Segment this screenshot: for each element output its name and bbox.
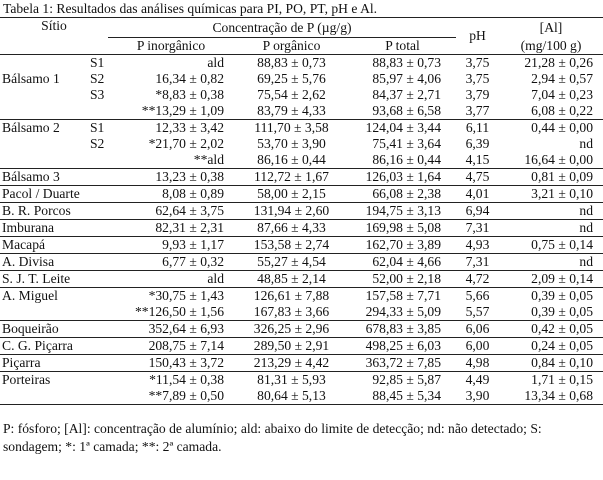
p-organico-cell: 86,16 ± 0,44 (257, 152, 326, 167)
p-inorganico-cell: **126,50 ± 1,56 (134, 304, 224, 319)
al-cell: 0,39 ± 0,05 (531, 304, 593, 319)
table-row (0, 388, 603, 405)
sondagem-cell (88, 338, 108, 355)
site-cell: Macapá (0, 237, 88, 254)
p-inorganico-cell: 62,64 ± 3,75 (108, 203, 234, 220)
table-row (0, 220, 603, 237)
p-organico-cell: 53,70 ± 3,90 (257, 136, 326, 151)
p-organico-cell: 289,50 ± 2,91 (234, 338, 349, 355)
ph-cell: 6,11 (456, 120, 499, 137)
table-row (0, 87, 603, 103)
header-p-total: P total (349, 38, 456, 55)
table-row (0, 186, 603, 203)
table-row (0, 237, 603, 254)
p-organico-cell: 111,70 ± 3,58 (234, 120, 349, 137)
p-organico-cell: 87,66 ± 4,33 (234, 220, 349, 237)
table-row (0, 372, 603, 389)
header-p-organico: P orgânico (234, 38, 349, 55)
site-cell: Bálsamo 2 (0, 120, 88, 137)
site-cell (0, 152, 88, 169)
p-inorganico-cell: **ald (193, 152, 224, 167)
p-organico-cell: 88,83 ± 0,73 (257, 55, 326, 70)
sondagem-cell (88, 203, 108, 220)
p-organico-cell: 126,61 ± 7,88 (234, 288, 349, 305)
p-organico-cell: 167,83 ± 3,66 (253, 304, 330, 319)
p-inorganico-cell: *30,75 ± 1,43 (108, 288, 234, 305)
header-ph: pH (456, 18, 499, 55)
table-row (0, 304, 603, 321)
p-inorganico-cell: 16,34 ± 0,82 (155, 71, 224, 86)
al-cell: 3,21 ± 0,10 (499, 186, 603, 203)
site-cell (0, 87, 88, 103)
p-inorganico-cell: 208,75 ± 7,14 (108, 338, 234, 355)
site-cell (0, 136, 88, 152)
p-organico-cell: 75,54 ± 2,62 (257, 87, 326, 102)
p-inorganico-cell: **7,89 ± 0,50 (108, 388, 234, 405)
sondagem-cell (88, 288, 108, 305)
sondagem-cell: S1 (88, 120, 108, 137)
header-p-inorganico: P inorgânico (108, 38, 234, 55)
ph-cell: 6,94 (456, 203, 499, 220)
p-organico-cell: 131,94 ± 2,60 (234, 203, 349, 220)
al-cell: nd (499, 203, 603, 220)
table-row (0, 288, 603, 305)
site-cell: C. G. Piçarra (0, 338, 88, 355)
ph-cell: 3,79 (465, 87, 490, 102)
ph-cell: 4,01 (456, 186, 499, 203)
table-row (0, 271, 603, 288)
p-total-cell: 194,75 ± 3,13 (349, 203, 456, 220)
sondagem-cell (88, 220, 108, 237)
al-cell: 13,34 ± 0,68 (499, 388, 603, 405)
site-cell: Imburana (0, 220, 88, 237)
site-cell: B. R. Porcos (0, 203, 88, 220)
al-cell: 0,39 ± 0,05 (499, 288, 603, 305)
p-total-cell: 498,25 ± 6,03 (349, 338, 456, 355)
site-cell (0, 103, 88, 120)
table-row (0, 355, 603, 372)
header-row-1 (0, 18, 603, 38)
table-row (0, 152, 603, 169)
header-sitio: Sítio (0, 18, 108, 55)
ph-cell: 5,57 (465, 304, 490, 319)
ph-cell: 6,39 (465, 136, 490, 151)
p-inorganico-cell: ald (207, 55, 224, 70)
table-row (0, 120, 603, 137)
p-inorganico-cell: **13,29 ± 1,09 (141, 103, 224, 118)
table-row (0, 55, 603, 72)
p-inorganico-cell: *8,83 ± 0,38 (155, 87, 224, 102)
al-cell: 2,09 ± 0,14 (499, 271, 603, 288)
p-organico-cell: 58,00 ± 2,15 (234, 186, 349, 203)
p-inorganico-cell: 8,08 ± 0,89 (108, 186, 234, 203)
al-cell: 0,44 ± 0,00 (499, 120, 603, 137)
ph-cell: 4,75 (456, 169, 499, 186)
table-row (0, 136, 603, 152)
al-cell: 0,84 ± 0,10 (499, 355, 603, 372)
table-row (0, 203, 603, 220)
sondagem-cell (88, 103, 108, 120)
ph-cell: 4,93 (456, 237, 499, 254)
p-inorganico-cell: 13,23 ± 0,38 (108, 169, 234, 186)
header-concentration: Concentração de P (µg/g) (108, 18, 456, 38)
header-al-1: [Al] (499, 18, 603, 38)
sondagem-cell: S2 (90, 71, 105, 86)
ph-cell: 3,75 (465, 55, 490, 70)
p-total-cell: 678,83 ± 3,85 (349, 321, 456, 338)
table-row (0, 103, 603, 120)
ph-cell: 5,66 (456, 288, 499, 305)
p-total-cell: 84,37 ± 2,71 (372, 87, 441, 102)
p-total-cell: 157,58 ± 7,71 (349, 288, 456, 305)
site-cell (0, 388, 88, 405)
ph-cell: 3,90 (456, 388, 499, 405)
site-cell: Bálsamo 1 (2, 71, 60, 86)
p-organico-cell: 83,79 ± 4,33 (257, 103, 326, 118)
p-total-cell: 88,45 ± 5,34 (349, 388, 456, 405)
p-total-cell: 85,97 ± 4,06 (372, 71, 441, 86)
al-cell: nd (579, 136, 593, 151)
al-cell: 6,08 ± 0,22 (531, 103, 593, 118)
ph-cell: 4,72 (456, 271, 499, 288)
p-total-cell: 86,16 ± 0,44 (372, 152, 441, 167)
table-body (0, 55, 603, 405)
table-row (0, 338, 603, 355)
p-total-cell: 88,83 ± 0,73 (372, 55, 441, 70)
al-cell: 0,81 ± 0,09 (499, 169, 603, 186)
p-inorganico-cell: 82,31 ± 2,31 (108, 220, 234, 237)
site-cell: Piçarra (0, 355, 88, 372)
p-inorganico-cell: 6,77 ± 0,32 (108, 254, 234, 271)
p-total-cell: 92,85 ± 5,87 (349, 372, 456, 389)
ph-cell: 3,75 (465, 71, 490, 86)
table-footnote: P: fósforo; [Al]: concentração de alumínio; ald: abaixo do limite de detecção; nd: não detectado; S: sondagem; *: 1ª camada; **: 2ª camada. (3, 421, 542, 454)
sondagem-cell (88, 237, 108, 254)
sondagem-cell (88, 372, 108, 389)
al-cell: 21,28 ± 0,26 (524, 55, 593, 70)
site-cell: Bálsamo 3 (0, 169, 88, 186)
site-cell: Boqueirão (0, 321, 88, 338)
site-cell (0, 55, 88, 72)
ph-cell: 7,31 (456, 254, 499, 271)
p-organico-cell: 326,25 ± 2,96 (234, 321, 349, 338)
al-cell: 0,42 ± 0,05 (499, 321, 603, 338)
ph-cell: 4,49 (456, 372, 499, 389)
p-total-cell: 363,72 ± 7,85 (349, 355, 456, 372)
al-cell: 0,24 ± 0,05 (499, 338, 603, 355)
table-caption: Tabela 1: Resultados das análises químicas para PI, PO, PT, pH e Al. (3, 1, 378, 16)
al-cell: 7,04 ± 0,23 (531, 87, 593, 102)
p-organico-cell: 213,29 ± 4,42 (234, 355, 349, 372)
p-inorganico-cell: ald (108, 271, 234, 288)
p-total-cell: 126,03 ± 1,64 (349, 169, 456, 186)
site-cell: S. J. T. Leite (0, 271, 88, 288)
p-organico-cell: 112,72 ± 1,67 (234, 169, 349, 186)
p-total-cell: 62,04 ± 4,66 (349, 254, 456, 271)
sondagem-cell (88, 169, 108, 186)
site-cell: A. Miguel (0, 288, 88, 305)
al-cell: 1,71 ± 0,15 (499, 372, 603, 389)
ph-cell: 4,98 (456, 355, 499, 372)
p-inorganico-cell: 352,64 ± 6,93 (108, 321, 234, 338)
p-total-cell: 93,68 ± 6,58 (372, 103, 441, 118)
sondagem-cell (88, 271, 108, 288)
sondagem-cell: S2 (90, 136, 105, 151)
p-inorganico-cell: *21,70 ± 2,02 (148, 136, 224, 151)
sondagem-cell (88, 388, 108, 405)
header-al-2: (mg/100 g) (499, 38, 603, 55)
p-total-cell: 124,04 ± 3,44 (349, 120, 456, 137)
ph-cell: 3,77 (465, 103, 490, 118)
table-row (0, 169, 603, 186)
p-organico-cell: 48,85 ± 2,14 (234, 271, 349, 288)
p-total-cell: 75,41 ± 3,64 (372, 136, 441, 151)
al-cell: 2,94 ± 0,57 (531, 71, 593, 86)
al-cell: nd (499, 254, 603, 271)
table-row (0, 321, 603, 338)
ph-cell: 4,15 (465, 152, 490, 167)
ph-cell: 6,06 (456, 321, 499, 338)
p-organico-cell: 80,64 ± 5,13 (234, 388, 349, 405)
site-cell: Pacol / Duarte (0, 186, 88, 203)
sondagem-cell (88, 254, 108, 271)
site-cell: A. Divisa (0, 254, 88, 271)
sondagem-cell (88, 186, 108, 203)
al-cell: 0,75 ± 0,14 (499, 237, 603, 254)
p-inorganico-cell: *11,54 ± 0,38 (108, 372, 234, 389)
sondagem-cell (88, 355, 108, 372)
site-cell: Porteiras (0, 372, 88, 389)
p-inorganico-cell: 9,93 ± 1,17 (108, 237, 234, 254)
table-row (0, 71, 603, 87)
p-inorganico-cell: 12,33 ± 3,42 (108, 120, 234, 137)
al-cell: 16,64 ± 0,00 (524, 152, 593, 167)
p-total-cell: 169,98 ± 5,08 (349, 220, 456, 237)
p-organico-cell: 55,27 ± 4,54 (234, 254, 349, 271)
sondagem-cell: S1 (90, 55, 105, 70)
p-inorganico-cell: 150,43 ± 3,72 (108, 355, 234, 372)
al-cell: nd (499, 220, 603, 237)
p-total-cell: 52,00 ± 2,18 (349, 271, 456, 288)
p-organico-cell: 69,25 ± 5,76 (257, 71, 326, 86)
p-total-cell: 162,70 ± 3,89 (349, 237, 456, 254)
p-organico-cell: 81,31 ± 5,93 (234, 372, 349, 389)
results-table (0, 17, 603, 405)
sondagem-cell (88, 321, 108, 338)
p-total-cell: 294,33 ± 5,09 (365, 304, 441, 319)
ph-cell: 6,00 (456, 338, 499, 355)
sondagem-cell: S3 (90, 87, 105, 102)
table-row (0, 254, 603, 271)
p-organico-cell: 153,58 ± 2,74 (234, 237, 349, 254)
p-total-cell: 66,08 ± 2,38 (349, 186, 456, 203)
ph-cell: 7,31 (456, 220, 499, 237)
sondagem-cell (88, 304, 108, 321)
sondagem-cell (88, 152, 108, 169)
site-cell (0, 304, 88, 321)
